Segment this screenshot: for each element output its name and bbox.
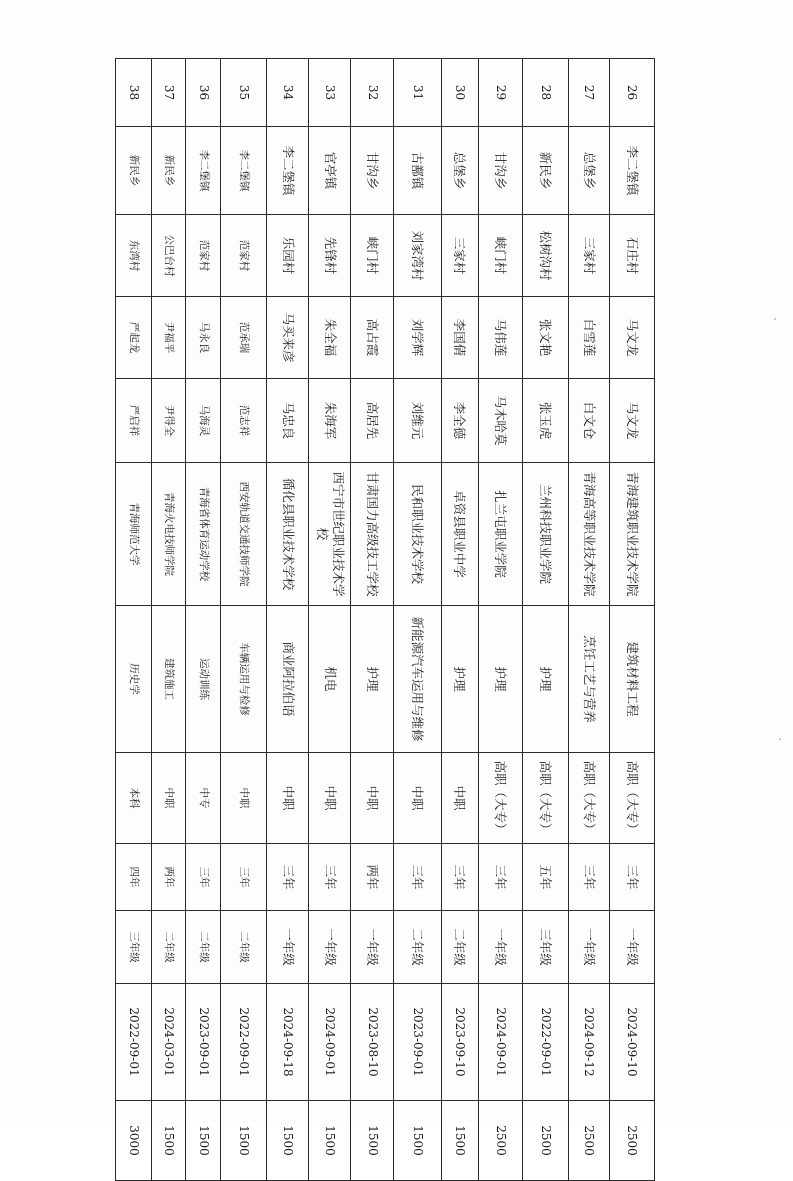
cell-amount: 3000	[116, 1101, 152, 1181]
cell-amount: 2500	[478, 1101, 522, 1181]
cell-student: 马文龙	[609, 297, 654, 379]
cell-major: 护理	[522, 606, 568, 753]
cell-guardian: 范志祥	[221, 379, 267, 463]
cell-level: 高职（大专）	[568, 753, 609, 844]
cell-school: 青海师范大学	[116, 463, 152, 606]
cell-town: 新民乡	[522, 127, 568, 215]
cell-guardian: 马忠良	[267, 379, 309, 463]
cell-town: 甘沟乡	[478, 127, 522, 215]
cell-date: 2024-09-10	[609, 984, 654, 1101]
cell-no: 29	[478, 59, 522, 127]
cell-village: 石庄村	[609, 215, 654, 297]
cell-town: 李二堡镇	[221, 127, 267, 215]
cell-date: 2024-09-01	[478, 984, 522, 1101]
table-row	[609, 59, 654, 1181]
cell-major: 建筑材料工程	[609, 606, 654, 753]
cell-major: 烹饪工艺与营养	[568, 606, 609, 753]
cell-village: 范家村	[221, 215, 267, 297]
cell-student: 朱全福	[309, 297, 351, 379]
cell-guardian: 李全德	[441, 379, 478, 463]
cell-date: 2024-03-01	[152, 984, 186, 1101]
cell-school: 青海高等职业技术学院	[568, 463, 609, 606]
cell-amount: 1500	[309, 1101, 351, 1181]
student-aid-table	[115, 58, 655, 1181]
table-row	[221, 59, 267, 1181]
cell-length: 三年	[441, 844, 478, 911]
cell-student: 马买来彦	[267, 297, 309, 379]
cell-no: 37	[152, 59, 186, 127]
table-row	[309, 59, 351, 1181]
cell-major: 护理	[351, 606, 393, 753]
cell-student: 白雪莲	[568, 297, 609, 379]
cell-no: 36	[186, 59, 221, 127]
cell-level: 中职	[441, 753, 478, 844]
cell-school: 卓资县职业中学	[441, 463, 478, 606]
cell-no: 35	[221, 59, 267, 127]
cell-student: 尹福平	[152, 297, 186, 379]
cell-student: 高占霞	[351, 297, 393, 379]
cell-major: 商业阿拉伯语	[267, 606, 309, 753]
cell-length: 四年	[116, 844, 152, 911]
cell-grade: 二年级	[441, 911, 478, 984]
cell-guardian: 刘维元	[393, 379, 441, 463]
cell-length: 三年	[186, 844, 221, 911]
cell-date: 2022-09-01	[522, 984, 568, 1101]
rotated-table-frame	[115, 58, 655, 1156]
cell-length: 三年	[568, 844, 609, 911]
cell-amount: 2500	[522, 1101, 568, 1181]
cell-major: 建筑施工	[152, 606, 186, 753]
cell-level: 高职（大专）	[478, 753, 522, 844]
cell-length: 五年	[522, 844, 568, 911]
cell-student: 马永良	[186, 297, 221, 379]
cell-level: 高职（大专）	[609, 753, 654, 844]
table-row	[116, 59, 152, 1181]
table-row	[267, 59, 309, 1181]
cell-no: 38	[116, 59, 152, 127]
cell-major: 运动训练	[186, 606, 221, 753]
cell-major: 历史学	[116, 606, 152, 753]
cell-date: 2023-09-10	[441, 984, 478, 1101]
cell-level: 中职	[267, 753, 309, 844]
cell-major: 新能源汽车运用与维修	[393, 606, 441, 753]
cell-length: 三年	[267, 844, 309, 911]
cell-school: 青海火电技师学院	[152, 463, 186, 606]
cell-date: 2022-09-01	[116, 984, 152, 1101]
cell-level: 中专	[186, 753, 221, 844]
table-row	[393, 59, 441, 1181]
cell-guardian: 高居先	[351, 379, 393, 463]
cell-date: 2023-09-01	[186, 984, 221, 1101]
cell-village: 峡门村	[478, 215, 522, 297]
cell-student: 刘学辉	[393, 297, 441, 379]
cell-no: 26	[609, 59, 654, 127]
cell-no: 33	[309, 59, 351, 127]
cell-major: 护理	[478, 606, 522, 753]
cell-school: 兰州科技职业学院	[522, 463, 568, 606]
cell-village: 松树沟村	[522, 215, 568, 297]
table-body	[116, 59, 655, 1181]
cell-date: 2023-08-10	[351, 984, 393, 1101]
cell-grade: 二年级	[393, 911, 441, 984]
cell-grade: 二年级	[221, 911, 267, 984]
cell-amount: 1500	[267, 1101, 309, 1181]
cell-student: 严起龙	[116, 297, 152, 379]
cell-student: 张文艳	[522, 297, 568, 379]
cell-town: 新民乡	[116, 127, 152, 215]
cell-grade: 三年级	[116, 911, 152, 984]
table-row	[522, 59, 568, 1181]
cell-school: 西宁市世纪职业技术学校	[309, 463, 351, 606]
cell-town: 甘沟乡	[351, 127, 393, 215]
table-row	[478, 59, 522, 1181]
cell-amount: 1500	[152, 1101, 186, 1181]
cell-village: 三家村	[568, 215, 609, 297]
table-row	[351, 59, 393, 1181]
cell-village: 先锋村	[309, 215, 351, 297]
cell-grade: 二年级	[186, 911, 221, 984]
table-row	[152, 59, 186, 1181]
cell-major: 车辆运用与检修	[221, 606, 267, 753]
cell-village: 公巴台村	[152, 215, 186, 297]
cell-date: 2022-09-01	[221, 984, 267, 1101]
cell-guardian: 白文仓	[568, 379, 609, 463]
cell-guardian: 马木哈莫	[478, 379, 522, 463]
cell-amount: 2500	[568, 1101, 609, 1181]
cell-no: 31	[393, 59, 441, 127]
cell-student: 范承瑞	[221, 297, 267, 379]
cell-guardian: 张玉虎	[522, 379, 568, 463]
cell-amount: 1500	[441, 1101, 478, 1181]
cell-length: 三年	[309, 844, 351, 911]
cell-town: 总堡乡	[568, 127, 609, 215]
cell-grade: 二年级	[152, 911, 186, 984]
cell-grade: 一年级	[309, 911, 351, 984]
cell-school: 循化县职业技术学校	[267, 463, 309, 606]
cell-level: 中职	[351, 753, 393, 844]
cell-level: 高职（大专）	[522, 753, 568, 844]
cell-guardian: 朱海军	[309, 379, 351, 463]
cell-town: 李二堡镇	[267, 127, 309, 215]
cell-guardian: 马文龙	[609, 379, 654, 463]
cell-village: 范家村	[186, 215, 221, 297]
cell-grade: 一年级	[609, 911, 654, 984]
cell-village: 刘家湾村	[393, 215, 441, 297]
table-row	[441, 59, 478, 1181]
cell-length: 三年	[609, 844, 654, 911]
cell-school: 民和职业技术学校	[393, 463, 441, 606]
cell-town: 李二堡镇	[609, 127, 654, 215]
cell-town: 官亭镇	[309, 127, 351, 215]
cell-amount: 1500	[221, 1101, 267, 1181]
cell-guardian: 马海灵	[186, 379, 221, 463]
cell-no: 32	[351, 59, 393, 127]
cell-amount: 2500	[609, 1101, 654, 1181]
scan-speck	[779, 738, 781, 740]
cell-guardian: 尹得全	[152, 379, 186, 463]
cell-amount: 1500	[351, 1101, 393, 1181]
cell-level: 中职	[309, 753, 351, 844]
cell-grade: 一年级	[351, 911, 393, 984]
cell-length: 三年	[393, 844, 441, 911]
cell-length: 两年	[152, 844, 186, 911]
cell-school: 西安轨道交通技师学院	[221, 463, 267, 606]
cell-length: 两年	[351, 844, 393, 911]
cell-level: 本科	[116, 753, 152, 844]
cell-school: 甘肃国力高级技工学校	[351, 463, 393, 606]
cell-grade: 一年级	[267, 911, 309, 984]
cell-major: 机电	[309, 606, 351, 753]
table-row	[568, 59, 609, 1181]
cell-no: 28	[522, 59, 568, 127]
cell-grade: 三年级	[522, 911, 568, 984]
scan-speck	[774, 318, 776, 320]
cell-school: 青海建筑职业技术学院	[609, 463, 654, 606]
cell-school: 青海省体育运动学校	[186, 463, 221, 606]
cell-village: 乐园村	[267, 215, 309, 297]
cell-amount: 1500	[186, 1101, 221, 1181]
cell-date: 2024-09-12	[568, 984, 609, 1101]
cell-date: 2023-09-01	[393, 984, 441, 1101]
cell-village: 三家村	[441, 215, 478, 297]
cell-student: 马伟莲	[478, 297, 522, 379]
cell-school: 扎兰屯职业学院	[478, 463, 522, 606]
cell-level: 中职	[221, 753, 267, 844]
cell-date: 2024-09-01	[309, 984, 351, 1101]
cell-amount: 1500	[393, 1101, 441, 1181]
cell-level: 中职	[152, 753, 186, 844]
cell-length: 三年	[221, 844, 267, 911]
cell-village: 峡门村	[351, 215, 393, 297]
cell-town: 总堡乡	[441, 127, 478, 215]
cell-town: 李二堡镇	[186, 127, 221, 215]
cell-town: 古鄯镇	[393, 127, 441, 215]
cell-grade: 一年级	[568, 911, 609, 984]
cell-no: 30	[441, 59, 478, 127]
cell-town: 新民乡	[152, 127, 186, 215]
table-row	[186, 59, 221, 1181]
cell-no: 34	[267, 59, 309, 127]
cell-student: 李国倩	[441, 297, 478, 379]
cell-grade: 一年级	[478, 911, 522, 984]
cell-major: 护理	[441, 606, 478, 753]
cell-level: 中职	[393, 753, 441, 844]
cell-village: 东湾村	[116, 215, 152, 297]
cell-guardian: 严启祥	[116, 379, 152, 463]
cell-no: 27	[568, 59, 609, 127]
cell-length: 三年	[478, 844, 522, 911]
cell-date: 2024-09-18	[267, 984, 309, 1101]
